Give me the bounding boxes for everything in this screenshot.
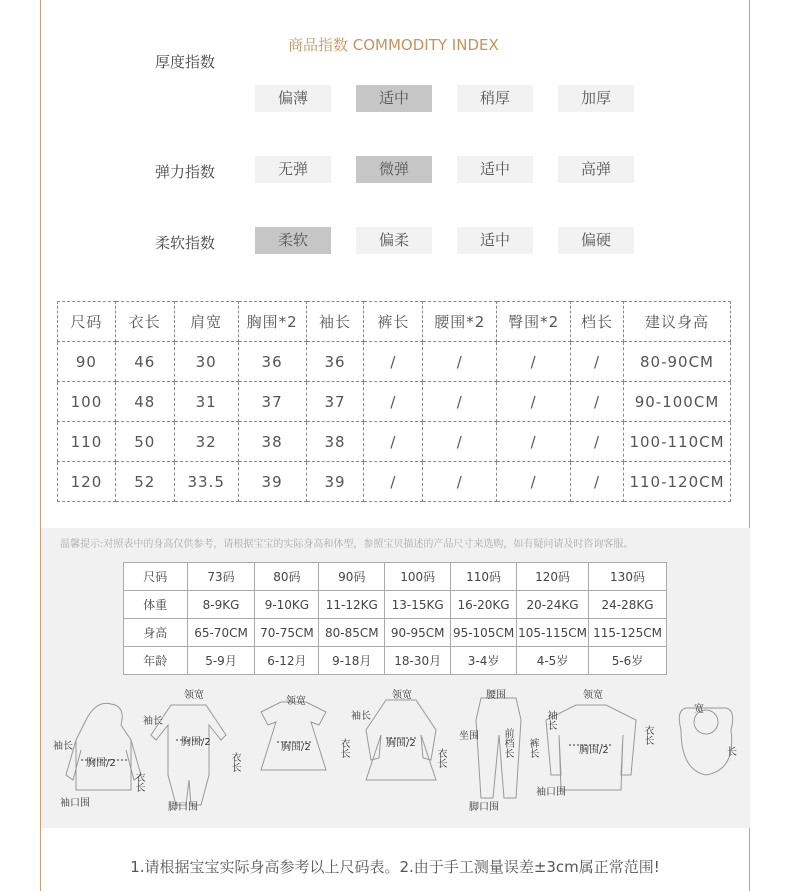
- commodity-index-title: 商品指数 COMMODITY INDEX: [288, 36, 499, 54]
- cell: 95-105CM: [451, 619, 517, 647]
- cell: 31: [174, 382, 238, 422]
- romper-chest-label: 胸围/2: [181, 737, 211, 748]
- cell: 70-75CM: [255, 619, 319, 647]
- cell: 5-6岁: [589, 647, 667, 675]
- cell: 33.5: [174, 462, 238, 502]
- elasticity-option: 适中: [457, 156, 533, 183]
- cell: 体重: [124, 591, 188, 619]
- dress-collar-label: 领宽: [286, 696, 306, 707]
- header-cell: 袖长: [306, 302, 364, 342]
- header-cell: 胸围*2: [238, 302, 306, 342]
- cell: /: [364, 382, 423, 422]
- cell: 100-110CM: [623, 422, 730, 462]
- cell: 120码: [517, 563, 589, 591]
- hoodie-cuff-label: 袖口围: [60, 798, 90, 809]
- reference-size-table: [123, 562, 667, 675]
- table-row: [58, 422, 731, 462]
- garment-measurement-diagrams: [41, 680, 750, 820]
- pants-length-label: 裤长: [527, 738, 538, 758]
- cell: 24-28KG: [589, 591, 667, 619]
- longdress-chest-label: 胸围/2: [386, 738, 416, 749]
- cell: /: [497, 342, 571, 382]
- hoodie-sleeve-label: 袖长: [53, 741, 73, 752]
- cell: 130码: [589, 563, 667, 591]
- thickness-option: 加厚: [558, 85, 634, 112]
- table-row: [58, 462, 731, 502]
- header-cell: 肩宽: [174, 302, 238, 342]
- thickness-index-label: 厚度指数: [155, 53, 216, 71]
- shirt-collar-label: 领宽: [583, 690, 603, 701]
- cell: 36: [238, 342, 306, 382]
- pants-front-rise-label: 前档长: [502, 728, 513, 758]
- cell: 46: [115, 342, 174, 382]
- elasticity-option: 无弹: [255, 156, 331, 183]
- cell: 120: [58, 462, 116, 502]
- shirt-cuff-label: 袖口围: [536, 787, 566, 798]
- table-row: [124, 563, 667, 591]
- cell: 5-9月: [187, 647, 255, 675]
- cell: 37: [238, 382, 306, 422]
- cell: 90: [58, 342, 116, 382]
- softness-option: 偏硬: [558, 227, 634, 254]
- cell: 11-12KG: [319, 591, 385, 619]
- cell: 身高: [124, 619, 188, 647]
- cell: 80码: [255, 563, 319, 591]
- cell: 9-10KG: [255, 591, 319, 619]
- shirt-chest-label: 胸围/2: [579, 745, 609, 756]
- cell: /: [423, 422, 497, 462]
- cell: 18-30月: [385, 647, 451, 675]
- cell: 73码: [187, 563, 255, 591]
- softness-option: 偏柔: [356, 227, 432, 254]
- dress-illustration: [261, 702, 326, 770]
- softness-option: 适中: [457, 227, 533, 254]
- cell: 13-15KG: [385, 591, 451, 619]
- cell: /: [364, 462, 423, 502]
- dress-chest-label: 胸围/2: [281, 742, 311, 753]
- table-row: [58, 342, 731, 382]
- pants-leg-opening-label: 脚口围: [469, 802, 499, 813]
- softness-index-label: 柔软指数: [155, 234, 216, 252]
- cell: 8-9KG: [187, 591, 255, 619]
- cell: 110码: [451, 563, 517, 591]
- softness-option-selected: 柔软: [255, 227, 331, 254]
- header-cell: 建议身高: [623, 302, 730, 342]
- cell: 37: [306, 382, 364, 422]
- header-cell: 衣长: [115, 302, 174, 342]
- romper-leg-opening-label: 脚口围: [168, 802, 198, 813]
- cell: 4-5岁: [517, 647, 589, 675]
- cell: 6-12月: [255, 647, 319, 675]
- cell: 80-85CM: [319, 619, 385, 647]
- cell: /: [571, 422, 624, 462]
- cell: 65-70CM: [187, 619, 255, 647]
- cell: 38: [306, 422, 364, 462]
- cell: 100码: [385, 563, 451, 591]
- shirt-length-label: 衣长: [642, 725, 653, 745]
- cell: 48: [115, 382, 174, 422]
- romper-collar-label: 领宽: [184, 690, 204, 701]
- hoodie-length-label: 衣长: [133, 772, 144, 792]
- thickness-option: 稍厚: [457, 85, 533, 112]
- bib-length-label: 长: [727, 747, 737, 758]
- thickness-option: 偏薄: [255, 85, 331, 112]
- table-row: [124, 591, 667, 619]
- table-row: [124, 647, 667, 675]
- cell: /: [571, 382, 624, 422]
- bib-illustration: [679, 708, 732, 775]
- cell: 80-90CM: [623, 342, 730, 382]
- cell: /: [497, 382, 571, 422]
- cell: 90码: [319, 563, 385, 591]
- thickness-option-selected: 适中: [356, 85, 432, 112]
- cell: /: [364, 342, 423, 382]
- elasticity-option: 高弹: [558, 156, 634, 183]
- header-cell: 臀围*2: [497, 302, 571, 342]
- cell: /: [497, 422, 571, 462]
- size-tip: 温馨提示:对照表中的身高仅供参考，请根据宝宝的实际身高和体型，参照宝贝描述的产品尺寸来选购，如有疑问请及时咨询客服。: [60, 539, 634, 550]
- cell: 110: [58, 422, 116, 462]
- cell: 9-18月: [319, 647, 385, 675]
- hoodie-illustration: [76, 703, 131, 790]
- cell: 36: [306, 342, 364, 382]
- cell: 3-4岁: [451, 647, 517, 675]
- longdress-length-label: 衣长: [435, 748, 446, 768]
- dress-length-label: 衣长: [338, 738, 349, 758]
- cell: 90-95CM: [385, 619, 451, 647]
- cell: 16-20KG: [451, 591, 517, 619]
- cell: 20-24KG: [517, 591, 589, 619]
- shirt-sleeve-label: 袖长: [545, 710, 556, 730]
- cell: 39: [238, 462, 306, 502]
- table-row: [58, 382, 731, 422]
- longdress-sleeve-label: 袖长: [351, 711, 371, 722]
- elasticity-index-label: 弹力指数: [155, 163, 216, 181]
- table-row: [124, 619, 667, 647]
- size-table-header-row: [58, 302, 731, 342]
- romper-sleeve-label: 袖长: [143, 716, 163, 727]
- cell: 30: [174, 342, 238, 382]
- cell: /: [497, 462, 571, 502]
- cell: /: [364, 422, 423, 462]
- longdress-collar-label: 领宽: [392, 690, 412, 701]
- cell: /: [423, 382, 497, 422]
- cell: 105-115CM: [517, 619, 589, 647]
- cell: 尺码: [124, 563, 188, 591]
- header-cell: 腰围*2: [423, 302, 497, 342]
- cell: 39: [306, 462, 364, 502]
- header-cell: 档长: [571, 302, 624, 342]
- cell: 52: [115, 462, 174, 502]
- cell: /: [423, 462, 497, 502]
- header-cell: 尺码: [58, 302, 116, 342]
- cell: /: [571, 462, 624, 502]
- cell: 年龄: [124, 647, 188, 675]
- bib-width-label: 宽: [694, 704, 704, 715]
- cell: 115-125CM: [589, 619, 667, 647]
- cell: 50: [115, 422, 174, 462]
- cell: 32: [174, 422, 238, 462]
- romper-length-label: 衣长: [229, 752, 240, 772]
- hoodie-chest-label: 胸围/2: [86, 758, 116, 769]
- cell: /: [423, 342, 497, 382]
- cell: 110-120CM: [623, 462, 730, 502]
- header-cell: 裤长: [364, 302, 423, 342]
- pants-hip-label: 坐围: [459, 731, 479, 742]
- pants-waist-label: 腰围: [486, 690, 506, 701]
- size-table: [57, 301, 731, 502]
- cell: 100: [58, 382, 116, 422]
- cell: 38: [238, 422, 306, 462]
- cell: /: [571, 342, 624, 382]
- elasticity-option-selected: 微弹: [356, 156, 432, 183]
- footer-note: 1.请根据宝宝实际身高参考以上尺码表。2.由于手工测量误差±3cm属正常范围!: [130, 858, 660, 876]
- cell: 90-100CM: [623, 382, 730, 422]
